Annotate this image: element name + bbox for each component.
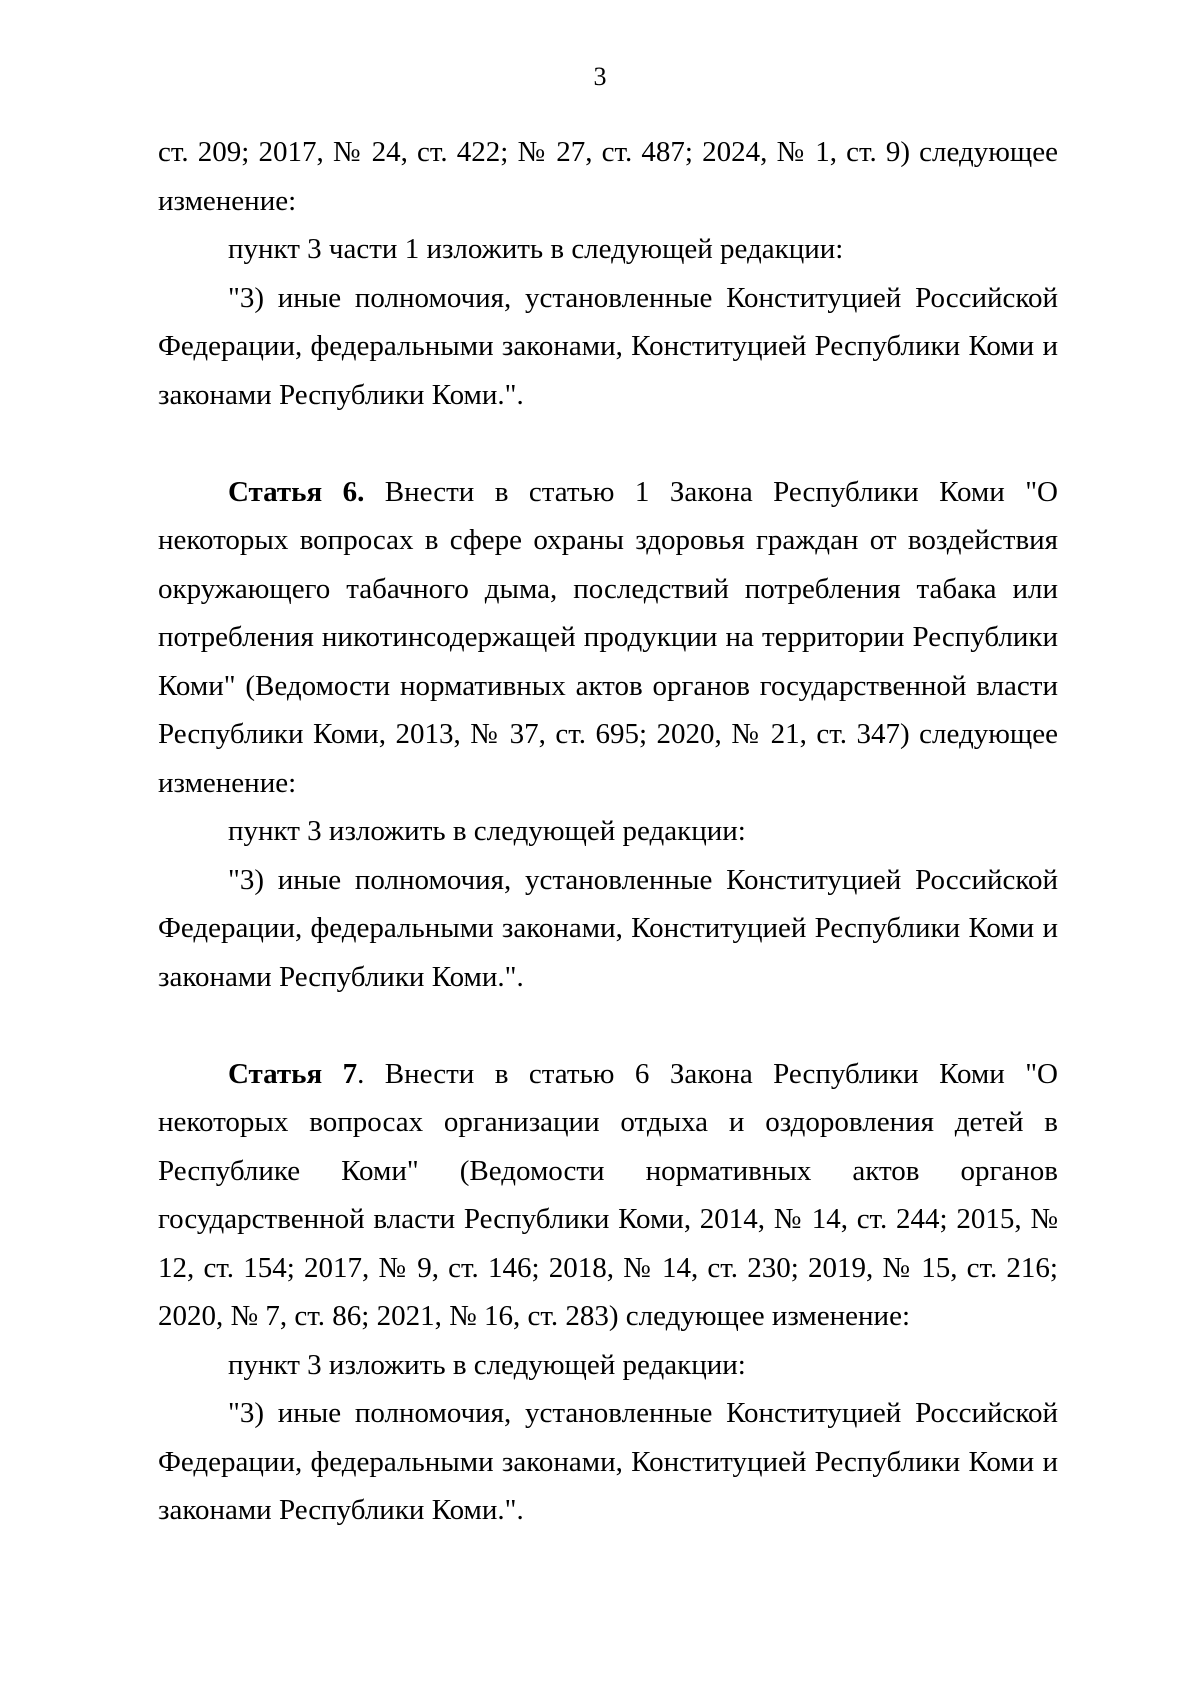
intro-continuation: ст. 209; 2017, № 24, ст. 422; № 27, ст. 487; 2024, № 1, ст. 9) следующее изменение:	[158, 136, 1058, 217]
intro-quote: "3) иные полномочия, установленные Конституцией Российской Федерации, федеральными законами, Конституцией Республики Коми и законами Республики Коми.".	[158, 281, 1058, 411]
article-6-instruction: пункт 3 изложить в следующей редакции:	[228, 815, 746, 847]
paragraph-gap	[158, 1001, 1058, 1050]
page-number: 3	[593, 62, 607, 91]
document-body	[158, 128, 1058, 1535]
article-6-paragraph	[158, 468, 1058, 808]
article-6-text: Внести в статью 1 Закона Республики Коми "О некоторых вопросах в сфере охраны здоровья граждан от воздействия окружающего табачного дыма, последствий потребления табака или потребления никотинсодержащей продукции на территории Республики Коми" (Ведомости нормативных актов органов государственной власти Республики Коми, 2013, № 37, ст. 695; 2020, № 21, ст. 347) следующее изменение:	[158, 475, 1059, 799]
article-7-quote: "3) иные полномочия, установленные Конституцией Российской Федерации, федеральными законами, Конституцией Республики Коми и законами Республики Коми.".	[158, 1397, 1058, 1526]
article-7-text: . Внести в статью 6 Закона Республики Коми "О некоторых вопросах организации отдыха и оздоровления детей в Республике Коми" (Ведомости нормативных актов органов государственной власти Республики Коми, 2014, № 14, ст. 244; 2015, № 12, ст. 154; 2017, № 9, ст. 146; 2018, № 14, ст. 230; 2019, № 15, ст. 216; 2020, № 7, ст. 86; 2021, № 16, ст. 283) следующее изменение:	[158, 1057, 1059, 1332]
article-7-heading: Статья 7	[228, 1057, 358, 1090]
intro-instruction: пункт 3 части 1 изложить в следующей редакции:	[228, 233, 844, 265]
article-6-heading: Статья 6.	[228, 475, 365, 508]
article-7-instruction: пункт 3 изложить в следующей редакции:	[228, 1348, 746, 1381]
paragraph-gap	[158, 419, 1058, 468]
article-6-quote: "3) иные полномочия, установленные Конституцией Российской Федерации, федеральными законами, Конституцией Республики Коми и законами Республики Коми.".	[158, 863, 1058, 993]
article-7-paragraph	[158, 1050, 1058, 1341]
